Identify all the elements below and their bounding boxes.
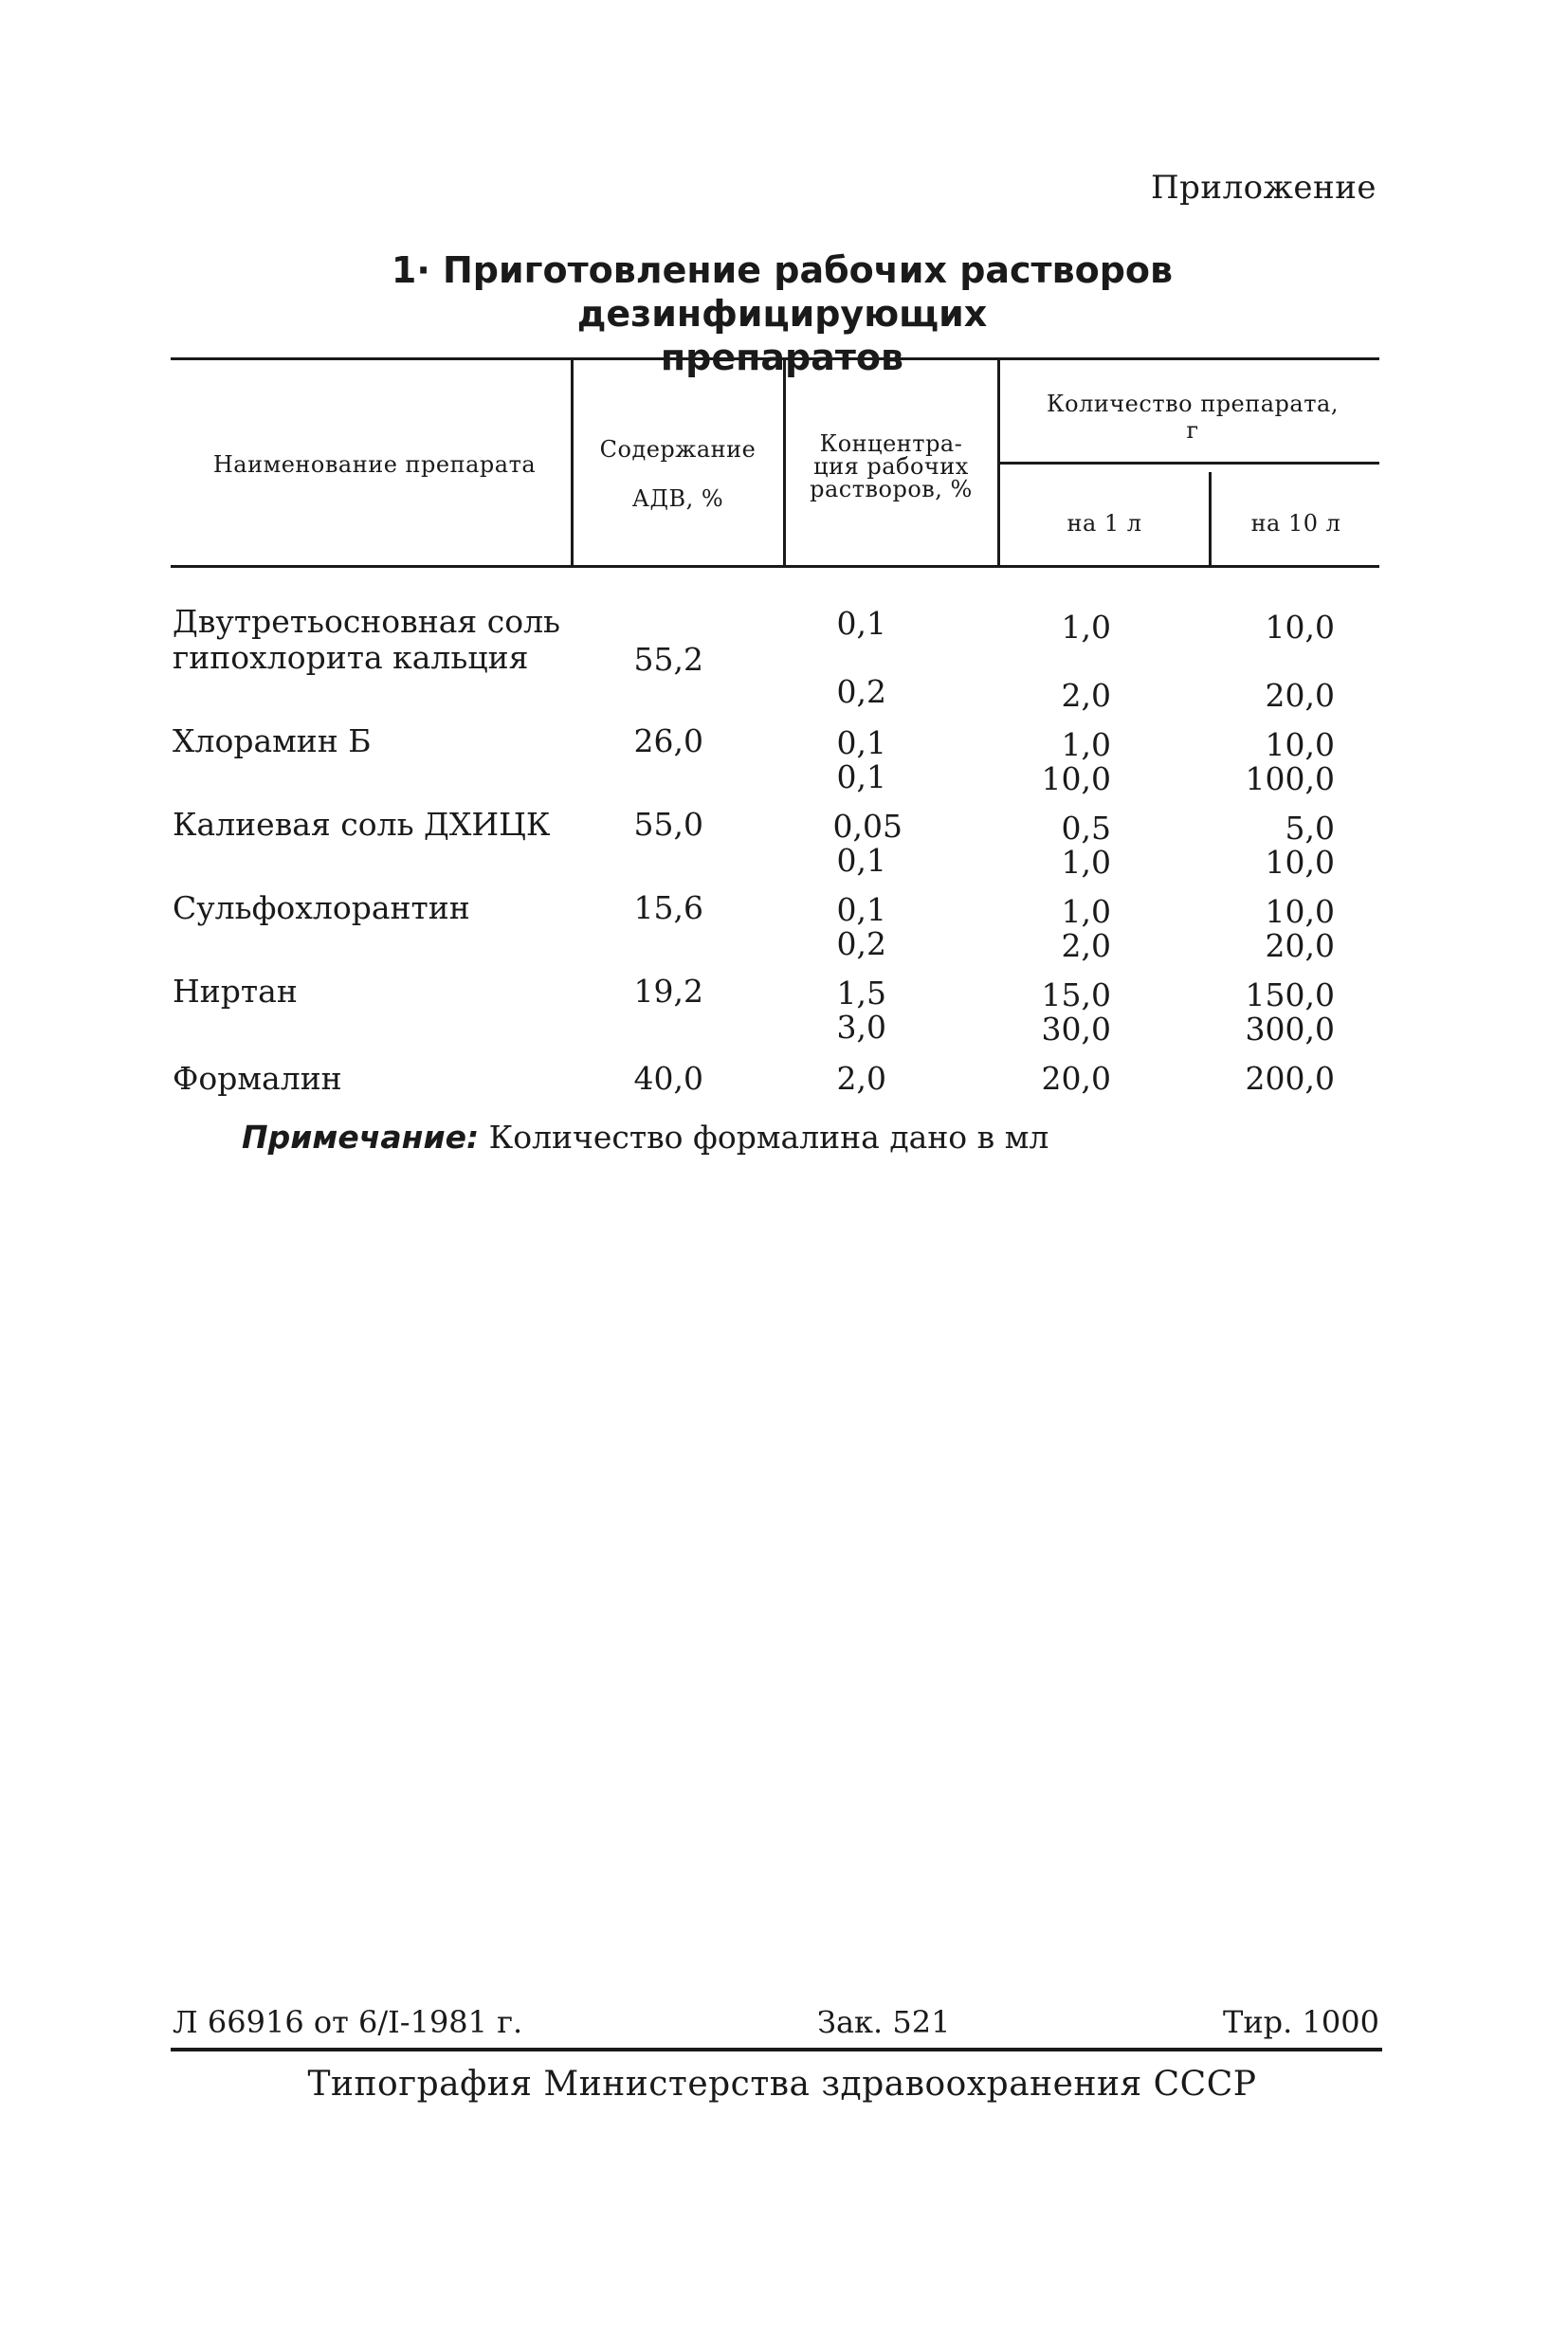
header-conc-line-2: ция рабочих xyxy=(813,453,969,480)
column-divider-4 xyxy=(1209,472,1212,565)
footer-rule xyxy=(171,2048,1382,2051)
row-4-adv: 15,6 xyxy=(633,889,703,926)
title-line-1: 1· Приготовление рабочих растворов дезинфицирующих xyxy=(391,249,1174,335)
row-5-per10-2: 300,0 xyxy=(1245,1011,1335,1048)
quantity-subheader-rule xyxy=(1000,462,1379,465)
row-6-adv: 40,0 xyxy=(633,1060,703,1097)
row-3-per1-2: 1,0 xyxy=(1061,844,1111,881)
row-6-per1-1: 20,0 xyxy=(1041,1060,1111,1097)
row-3-conc-2: 0,1 xyxy=(836,842,886,879)
row-3-per10-2: 10,0 xyxy=(1265,844,1335,881)
appendix-label: Приложение xyxy=(1151,169,1377,207)
row-1-name-line-2: гипохлорита кальция xyxy=(173,639,529,676)
note-text: Количество формалина дано в мл xyxy=(488,1119,1049,1156)
table-top-rule xyxy=(171,357,1379,360)
row-2-per1-1: 1,0 xyxy=(1061,726,1111,763)
column-divider-3 xyxy=(997,360,1000,565)
row-2-conc-2: 0,1 xyxy=(836,758,886,795)
row-3-adv: 55,0 xyxy=(633,806,703,843)
row-5-per10-1: 150,0 xyxy=(1245,976,1335,1013)
row-1-per1-2: 2,0 xyxy=(1061,677,1111,714)
row-6-conc-1: 2,0 xyxy=(836,1060,886,1097)
row-4-name: Сульфохлорантин xyxy=(173,889,470,926)
row-6-per10-1: 200,0 xyxy=(1245,1060,1335,1097)
row-3-per10-1: 5,0 xyxy=(1285,810,1335,847)
license-number: Л 66916 от 6/I-1981 г. xyxy=(173,2004,523,2040)
header-quantity xyxy=(1003,391,1382,444)
row-4-conc-1: 0,1 xyxy=(836,891,886,928)
row-4-per1-2: 2,0 xyxy=(1061,927,1111,964)
header-qty-line-1: Количество препарата, xyxy=(1047,391,1339,417)
row-1-conc-2: 0,2 xyxy=(836,673,886,710)
header-adv-line-2: АДВ, % xyxy=(631,485,724,512)
row-1-name-line-1: Двутретьосновная соль xyxy=(173,603,561,640)
row-4-conc-2: 0,2 xyxy=(836,925,886,962)
row-2-per10-1: 10,0 xyxy=(1265,726,1335,763)
row-1-per1-1: 1,0 xyxy=(1061,609,1111,646)
row-3-conc-1: 0,05 xyxy=(832,808,903,845)
row-5-conc-2: 3,0 xyxy=(836,1009,886,1046)
row-2-per1-2: 10,0 xyxy=(1041,760,1111,797)
header-concentration xyxy=(787,432,995,501)
printer-name: Типография Министерства здравоохранения СССР xyxy=(307,2065,1257,2104)
header-adv-line-1: Содержание xyxy=(599,436,757,463)
row-2-conc-1: 0,1 xyxy=(836,724,886,761)
row-5-conc-1: 1,5 xyxy=(836,975,886,1012)
row-1-per10-1: 10,0 xyxy=(1265,609,1335,646)
row-3-per1-1: 0,5 xyxy=(1061,810,1111,847)
header-per-10l: на 10 л xyxy=(1250,510,1341,537)
row-1-adv: 55,2 xyxy=(633,641,703,678)
row-3-name: Калиевая соль ДХИЦК xyxy=(173,806,551,843)
row-5-name: Ниртан xyxy=(173,973,298,1010)
row-2-name: Хлорамин Б xyxy=(173,722,372,759)
row-1-conc-1: 0,1 xyxy=(836,605,886,642)
row-4-per10-1: 10,0 xyxy=(1265,893,1335,930)
header-conc-line-1: Концентра- xyxy=(819,430,963,457)
row-4-per1-1: 1,0 xyxy=(1061,893,1111,930)
row-2-per10-2: 100,0 xyxy=(1245,760,1335,797)
row-4-per10-2: 20,0 xyxy=(1265,927,1335,964)
note-label: Примечание: xyxy=(242,1119,480,1156)
header-name: Наименование препарата xyxy=(212,451,537,478)
print-run: Тир. 1000 xyxy=(1223,2004,1379,2040)
row-5-per1-2: 30,0 xyxy=(1041,1011,1111,1048)
column-divider-1 xyxy=(571,358,574,565)
column-divider-2 xyxy=(783,360,786,565)
table-header-bottom-rule xyxy=(171,565,1379,568)
order-number: Зак. 521 xyxy=(817,2004,951,2040)
row-5-adv: 19,2 xyxy=(633,973,703,1010)
title-line-2: препаратов xyxy=(660,337,904,378)
header-adv xyxy=(578,425,777,523)
row-1-per10-2: 20,0 xyxy=(1265,677,1335,714)
row-2-adv: 26,0 xyxy=(633,722,703,759)
row-6-name: Формалин xyxy=(173,1060,342,1097)
header-conc-line-3: растворов, % xyxy=(810,476,973,502)
header-qty-line-2: г xyxy=(1186,417,1199,444)
header-per-1l: на 1 л xyxy=(1067,510,1142,537)
row-5-per1-1: 15,0 xyxy=(1041,976,1111,1013)
table-note xyxy=(242,1119,1048,1156)
